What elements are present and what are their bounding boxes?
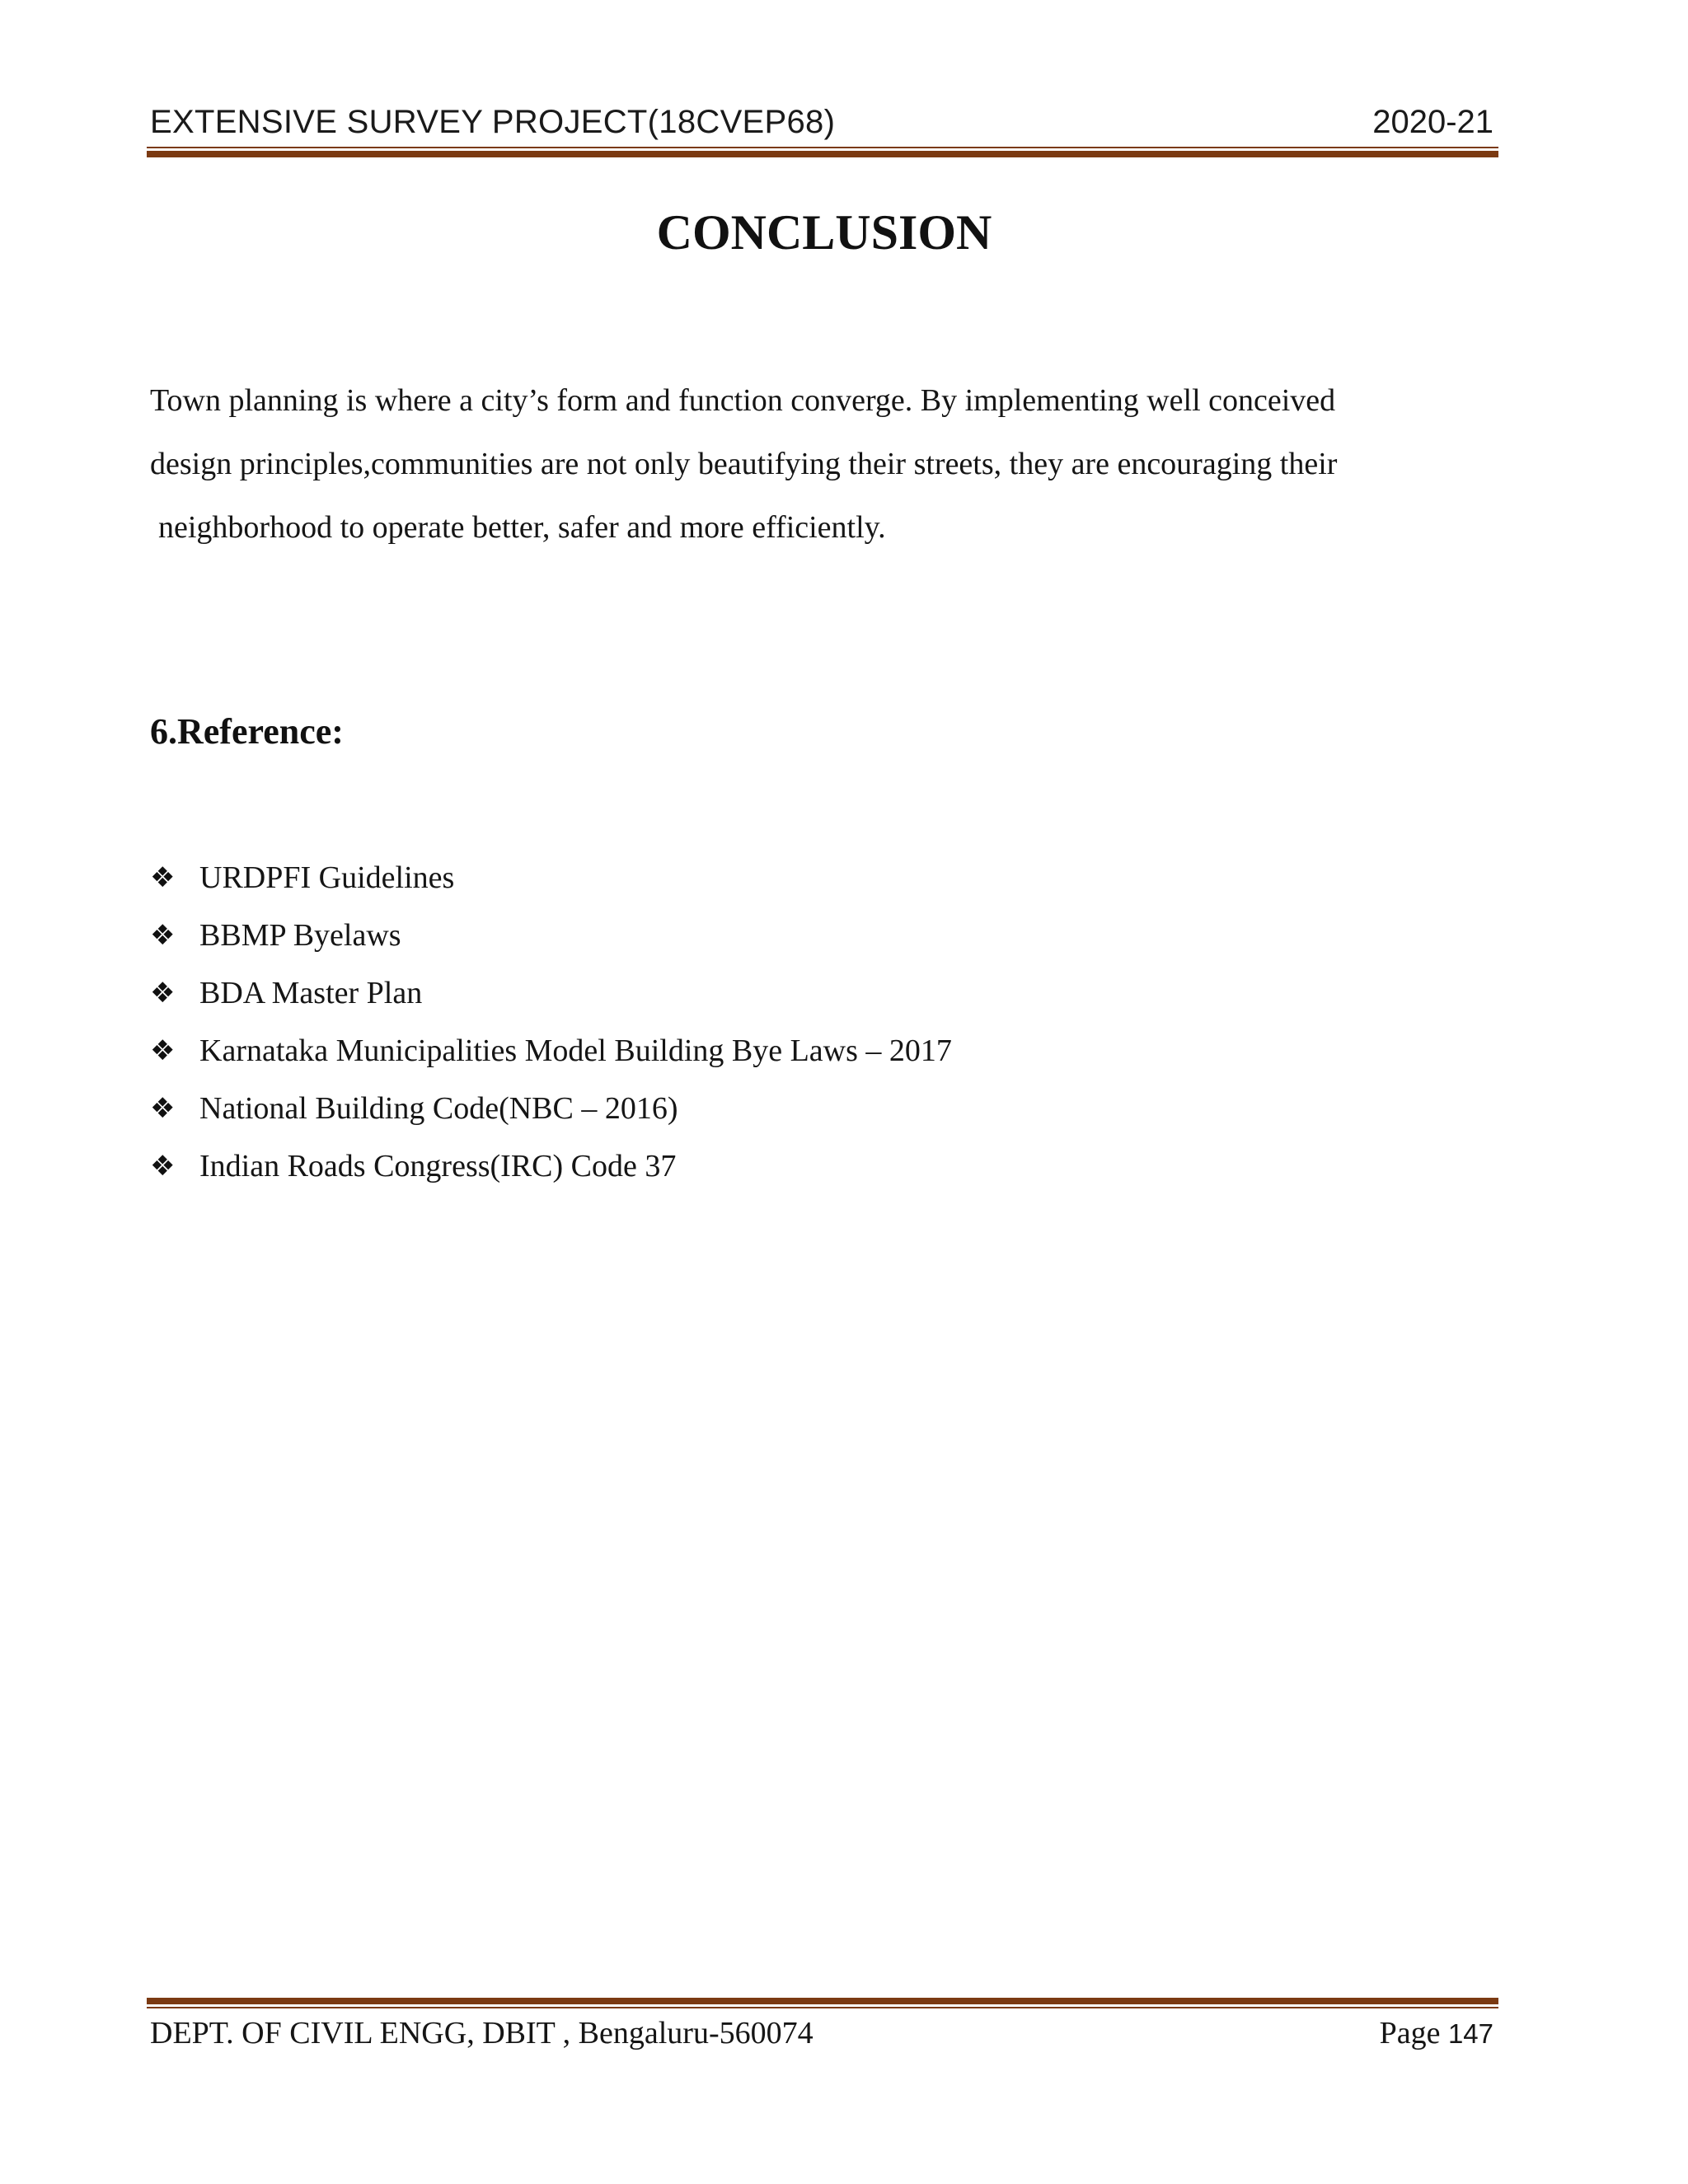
list-item (150, 907, 952, 964)
page-header (147, 97, 1498, 147)
header-year: 2020-21 (1372, 104, 1493, 140)
reference-text: URDPFI Guidelines (199, 860, 455, 895)
paragraph-line: design principles,communities are not only beautifying their streets, they are encouraging their (150, 447, 1338, 481)
reference-text: Karnataka Municipalities Model Building Bye Laws – 2017 (199, 1033, 952, 1068)
diamond-bullet-icon: ❖ (150, 1150, 176, 1183)
list-item (150, 1137, 952, 1195)
diamond-bullet-icon: ❖ (150, 1092, 176, 1125)
list-item (150, 964, 952, 1022)
header-rule-thin (147, 147, 1498, 148)
footer-rule-thin (147, 2007, 1498, 2008)
diamond-bullet-icon: ❖ (150, 861, 176, 894)
paragraph-line: neighborhood to operate better, safer and more efficiently. (158, 510, 886, 545)
reference-list (150, 849, 952, 1195)
list-item (150, 1022, 952, 1080)
reference-text: BDA Master Plan (199, 976, 423, 1010)
header-rule-thick (147, 151, 1498, 157)
page-title: CONCLUSION (656, 205, 992, 260)
diamond-bullet-icon: ❖ (150, 977, 176, 1010)
paragraph-line: Town planning is where a city’s form and function converge. By implementing well conceived (150, 383, 1336, 418)
page-label: Page (1379, 2016, 1441, 2050)
reference-text: Indian Roads Congress(IRC) Code 37 (199, 1149, 677, 1183)
conclusion-paragraph (150, 369, 1518, 560)
diamond-bullet-icon: ❖ (150, 1034, 176, 1067)
footer-department: DEPT. OF CIVIL ENGG, DBIT , Bengaluru-560074 (150, 2016, 814, 2050)
reference-heading: 6.Reference: (150, 711, 344, 752)
footer-rule-thick (147, 1998, 1498, 2004)
diamond-bullet-icon: ❖ (150, 919, 176, 952)
list-item (150, 849, 952, 907)
reference-text: BBMP Byelaws (199, 918, 401, 953)
header-project-title: EXTENSIVE SURVEY PROJECT(18CVEP68) (150, 104, 836, 140)
footer-page-number (1380, 2015, 1493, 2051)
list-item (150, 1080, 952, 1137)
reference-text: National Building Code(NBC – 2016) (199, 1091, 678, 1126)
page-number: 147 (1447, 2018, 1493, 2049)
